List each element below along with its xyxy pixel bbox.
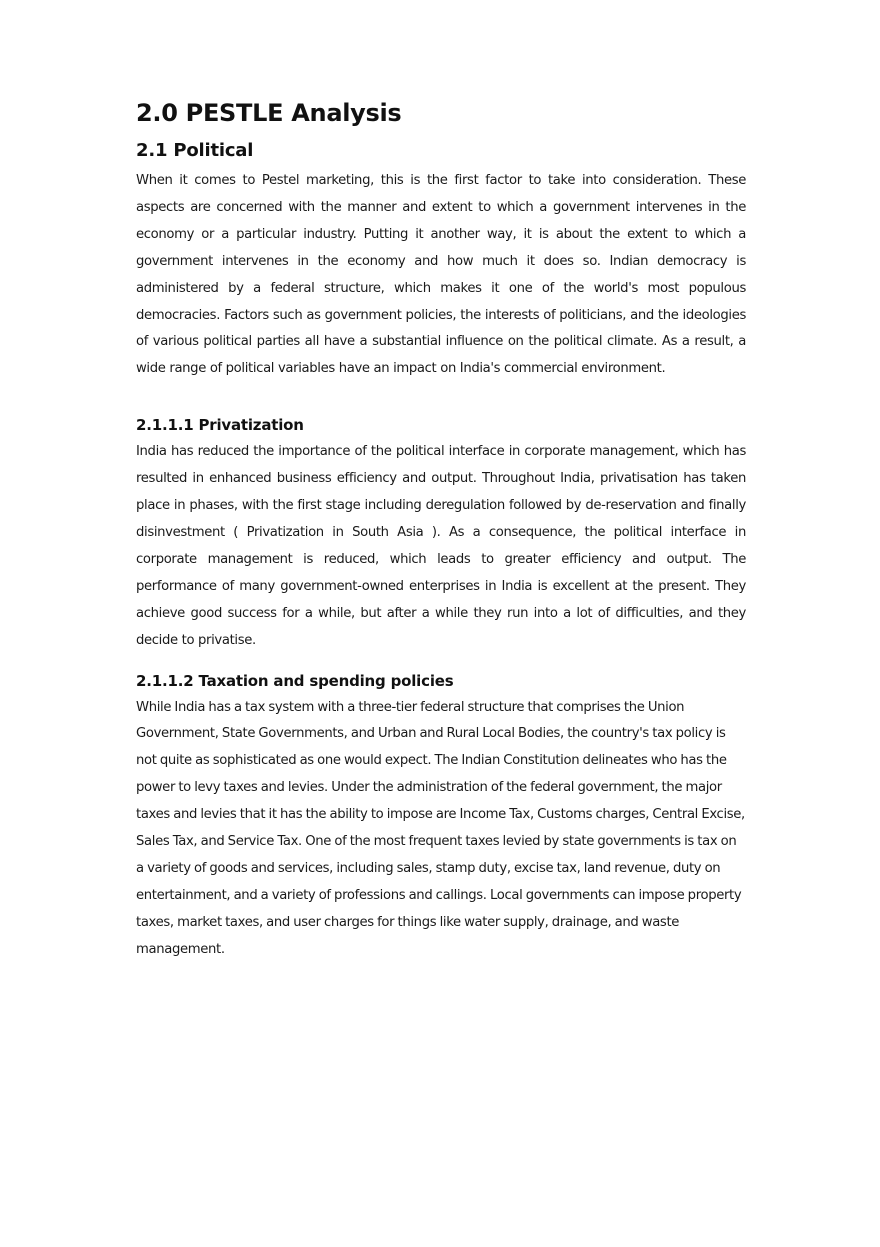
taxation-paragraph: While India has a tax system with a three-tier federal structure that comprises the Union Government, State Governments, and Urban and Rural Local Bodies, the country's tax policy is not quite as sophisticated as one would expect. The Indian Constitution delineates who has the power to levy taxes and levies. Under the administration of the federal government, the major taxes and levies that it has the ability to impose are Income Tax, Customs charges, Central Excise, Sales Tax, and Service Tax. One of the most frequent taxes levied by state governments is tax on a variety of goods and services, including sales, stamp duty, excise tax, land revenue, duty on entertainment, and a variety of professions and callings. Local governments can impose property taxes, market taxes, and user charges for things like water supply, drainage, and waste management. (136, 699, 745, 957)
political-paragraph: When it comes to Pestel marketing, this is the first factor to take into consideration. These aspects are concerned with the manner and extent to which a government intervenes in the economy or a particular industry. Putting it another way, it is about the extent to which a government intervenes in the economy and how much it does so. Indian democracy is administered by a federal structure, which makes it one of the world's most populous democracies. Factors such as government policies, the interests of politicians, and the ideologies of various political parties all have a substantial influence on the political climate. As a result, a wide range of political variables have an impact on India's commercial environment. (136, 173, 746, 377)
section-heading-privatization: 2.1.1.1 Privatization (136, 416, 304, 435)
document-title: 2.0 PESTLE Analysis (136, 99, 402, 127)
privatization-paragraph: India has reduced the importance of the political interface in corporate management, which has resulted in enhanced business efficiency and output. Throughout India, privatisation has taken place in phases, with the first stage including deregulation followed by de-reservation and finally disinvestment ( Privatization in South Asia ). As a consequence, the political interface in corporate management is reduced, which leads to greater efficiency and output. The performance of many government-owned enterprises in India is excellent at the present. They achieve good success for a while, but after a while they run into a lot of difficulties, and they decide to privatise. (136, 444, 746, 648)
section-heading-taxation: 2.1.1.2 Taxation and spending policies (136, 671, 454, 690)
document-page (136, 96, 746, 964)
section-heading-political: 2.1 Political (136, 140, 254, 161)
